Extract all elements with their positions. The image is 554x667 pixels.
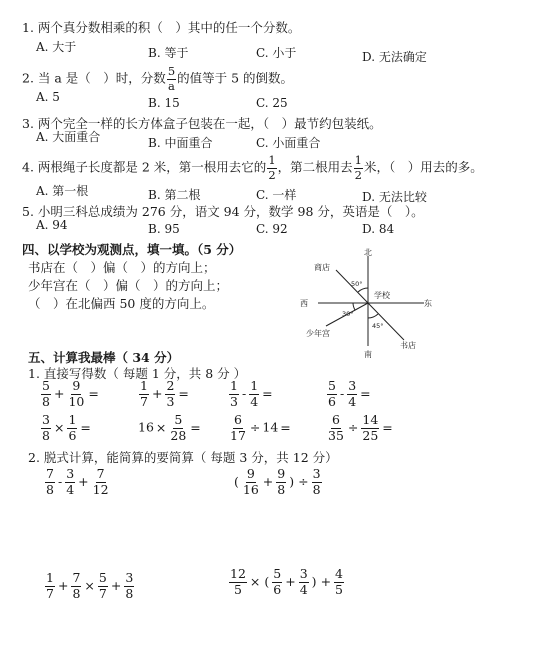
label-school: 学校 [374,291,390,300]
q1-opt-a: A. 大于 [36,40,77,54]
q2-fraction: $\frac{5}{a}$ [167,64,176,93]
sec5-part2-title: 2. 脱式计算，能简算的要简算（ 每题 3 分，共 12 分） [28,450,338,465]
angle-arc-3 [368,314,378,318]
q3-opt-c: C. 小面重合 [256,136,321,150]
q1-opt-d: D. 无法确定 [362,50,427,64]
angle-50: 50° [351,280,363,288]
label-east: 东 [424,299,432,308]
q1-text: 1. 两个真分数相乘的积（ ）其中的任一个分数。 [22,20,301,35]
q2-opt-a: A. 5 [36,90,60,104]
direct-calc-2: $\frac{1}{7}$ + $\frac{2}{3}$ = [140,378,189,409]
angle-30: 30° [342,310,354,318]
q4-opt-b: B. 第二根 [148,188,201,202]
label-bookstore: 书店 [400,341,416,350]
section5-title: 五、计算我最棒（ 34 分） [28,350,180,365]
step-calc-2: ( $\frac{9}{16}$ + $\frac{9}{8}$ ) ÷ $\frac{3}{8}$ [234,466,321,497]
step-calc-4: $\frac{12}{5}$ × ( $\frac{5}{6}$ + $\frac{3}{4}$ ) + $\frac{4}{5}$ [230,566,343,597]
direct-calc-1: $\frac{5}{8}$ + $\frac{9}{10}$ = [42,378,99,409]
angle-arc-1 [358,288,368,292]
q4-fraction-1: $\frac{1}{2}$ [268,153,276,182]
compass-diagram [296,248,446,358]
sec4-line-1: 书店在（ ）偏（ ）的方向上； [28,260,216,275]
q4-opt-a: A. 第一根 [36,184,89,198]
section4-title: 四、以学校为观测点，填一填。（5 分） [22,242,242,257]
q5-opt-b: B. 95 [148,222,180,236]
q3-opt-a: A. 大面重合 [36,130,101,144]
q5-opt-a: A. 94 [36,218,68,232]
q5-opt-d: D. 84 [362,222,395,236]
label-west: 西 [300,299,308,308]
q4-opt-c: C. 一样 [256,188,297,202]
direct-calc-7: $\frac{6}{17}$ ÷ 14 = [230,412,291,443]
q5-text: 5. 小明三科总成绩为 276 分，语文 94 分，数学 98 分，英语是（ ）。 [22,204,424,219]
angle-arc-2 [353,303,355,310]
angle-45: 45° [372,322,384,330]
q1-opt-c: C. 小于 [256,46,297,60]
q2-text: 2. 当 a 是（ ）时，分数 $\frac{5}{a}$ 的值等于 5 的倒数。 [22,64,294,93]
q4-fraction-2: $\frac{1}{2}$ [354,153,362,182]
q1-opt-b: B. 等于 [148,46,189,60]
q3-text: 3. 两个完全一样的长方体盒子包装在一起，（ ）最节约包装纸。 [22,116,382,131]
q4-text: 4. 两根绳子长度都是 2 米，第一根用去它的 $\frac{1}{2}$ ，第二根用去 $\frac{1}{2}$ 米，（ ）用去的多。 [22,153,483,182]
direct-calc-8: $\frac{6}{35}$ ÷ $\frac{14}{25}$ = [328,412,393,443]
direct-calc-5: $\frac{3}{8}$ × $\frac{1}{6}$ = [42,412,91,443]
step-calc-3: $\frac{1}{7}$ + $\frac{7}{8}$ × $\frac{5}{7}$ + $\frac{3}{8}$ [46,570,134,601]
label-store: 商店 [314,263,330,272]
direct-calc-6: 16 × $\frac{5}{28}$ = [138,412,201,443]
sec5-part1-title: 1. 直接写得数（ 每题 1 分，共 8 分 ） [28,366,247,381]
step-calc-1: $\frac{7}{8}$ - $\frac{3}{4}$ + $\frac{7}{12}$ [46,466,109,497]
q4-opt-d: D. 无法比较 [362,190,427,204]
direct-calc-3: $\frac{1}{3}$ - $\frac{1}{4}$ = [230,378,273,409]
q3-opt-b: B. 中面重合 [148,136,213,150]
q5-opt-c: C. 92 [256,222,288,236]
label-youth-palace: 少年宫 [306,329,330,338]
label-south: 南 [364,350,372,358]
direct-calc-4: $\frac{5}{6}$ - $\frac{3}{4}$ = [328,378,371,409]
sec4-line-2: 少年宫在（ ）偏（ ）的方向上； [28,278,229,293]
q2-opt-b: B. 15 [148,96,180,110]
q2-opt-c: C. 25 [256,96,288,110]
sec4-line-3: （ ）在北偏西 50 度的方向上。 [28,296,215,311]
label-north: 北 [364,248,372,257]
